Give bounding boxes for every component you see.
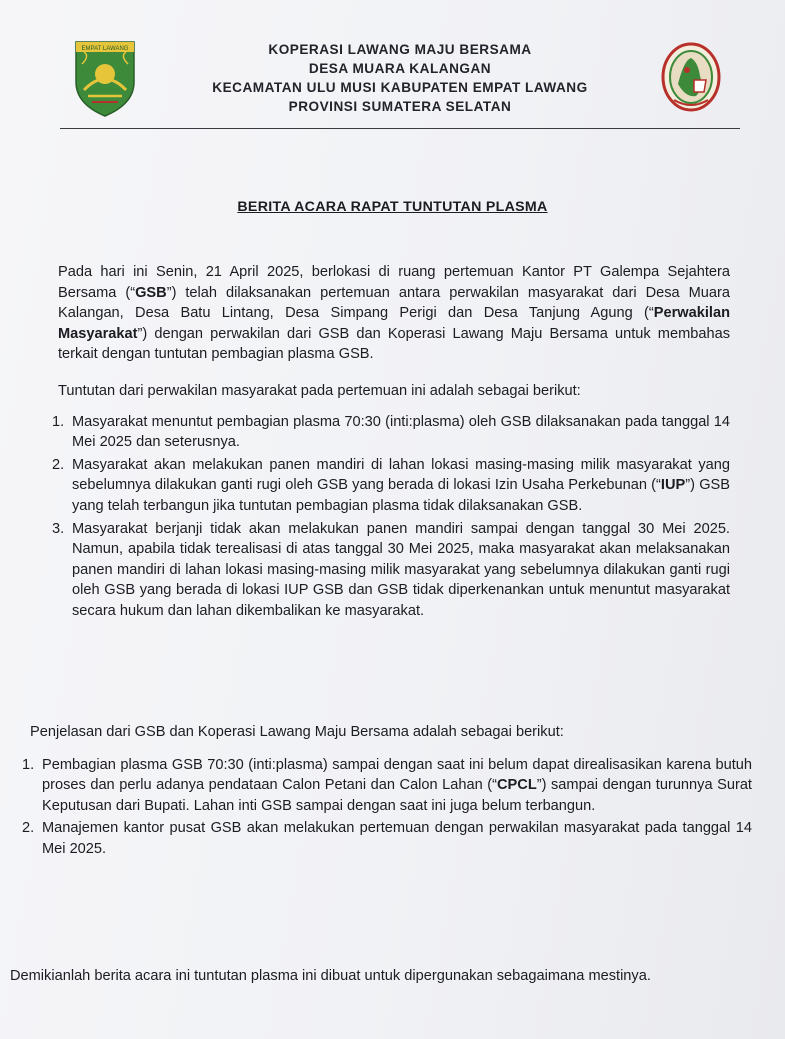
explanation-section	[22, 722, 752, 862]
closing-paragraph: Demikianlah berita acara ini tuntutan plasma ini dibuat untuk dipergunakan sebagaimana mestinya.	[10, 968, 651, 984]
letterhead-divider	[60, 128, 740, 129]
list-item-text: Masyarakat menuntut pembagian plasma 70:30 (inti:plasma) oleh GSB dilaksanakan pada tanggal 14 Mei 2025 dan seterusnya.	[72, 413, 730, 451]
document-title: BERITA ACARA RAPAT TUNTUTAN PLASMA	[237, 199, 548, 215]
explanations-list	[22, 755, 752, 860]
letterhead-line-2: DESA MUARA KALANGAN	[308, 61, 492, 76]
list-number: 3.	[52, 520, 65, 537]
empat-lawang-logo	[70, 38, 140, 118]
list-item-text: ”) sampai dengan turunnya Surat Keputusan dari Bupati. Lahan inti GSB sampai dengan saat ini juga belum terbangun.	[42, 777, 752, 814]
explanation-intro: Penjelasan dari GSB dan Koperasi Lawang Maju Bersama adalah sebagai berikut:	[30, 724, 564, 740]
list-number: 2.	[22, 820, 35, 837]
list-number: 1.	[22, 756, 35, 773]
logo-banner-text: EMPAT LAWANG	[81, 46, 129, 52]
koperasi-logo	[660, 40, 722, 114]
perwakilan-term: Perwakilan Masyarakat	[58, 305, 730, 342]
document-body	[52, 262, 731, 624]
opening-text-1: Pada hari ini Senin, 21 April 2025, berlokasi di ruang pertemuan Kantor PT Galempa Sejahtera Bersama (“	[58, 264, 730, 301]
list-item-text: Masyarakat berjanji tidak akan melakukan panen mandiri sampai dengan tanggal 30 Mei 2025. Namun, apabila tidak terealisasi di atas tanggal 30 Mei 2025, maka masyarakat akan melaksanakan panen mandiri di lahan lokasi masing-masing milik masyarakat yang sebelumnya dilakukan ganti rugi oleh GSB yang berada di lokasi IUP GSB dan GSB tidak diperkenankan untuk menuntut masyarakat secara hukum dan lahan dikembalikan ke masyarakat.	[72, 520, 730, 619]
list-item	[22, 818, 752, 859]
list-item-text: ”) GSB yang telah terbangun jika tuntutan pembagian plasma tidak dilaksanakan GSB.	[72, 477, 731, 514]
list-item-text: Manajemen kantor pusat GSB akan melakukan pertemuan dengan perwakilan masyarakat pada tanggal 14 Mei 2025.	[42, 820, 752, 857]
letterhead-line-3: KECAMATAN ULU MUSI KABUPATEN EMPAT LAWANG	[212, 80, 588, 95]
list-item-text: Masyarakat akan melakukan panen mandiri di lahan lokasi masing-masing milik masyarakat yang sebelumnya dilakukan ganti rugi oleh GSB yang berada di lokasi Izin Usaha Perkebunan (“	[72, 456, 730, 494]
list-number: 1.	[52, 413, 65, 430]
letterhead-line-1: KOPERASI LAWANG MAJU BERSAMA	[268, 42, 532, 57]
list-item	[22, 755, 752, 817]
opening-paragraph	[58, 262, 730, 365]
list-item	[52, 412, 730, 453]
list-item	[52, 455, 731, 517]
opening-text-2: ”) telah dilaksanakan pertemuan antara perwakilan masyarakat dari Desa Muara Kalangan, Desa Batu Lintang, Desa Simpang Perigi dan Desa Tanjung Agung (“	[58, 284, 730, 322]
demands-intro: Tuntutan dari perwakilan masyarakat pada pertemuan ini adalah sebagai berikut:	[58, 382, 581, 399]
gsb-term: GSB	[135, 284, 167, 301]
cpcl-term: CPCL	[497, 777, 537, 794]
list-item	[52, 519, 730, 622]
list-number: 2.	[52, 456, 65, 473]
letterhead-line-4: PROVINSI SUMATERA SELATAN	[288, 99, 512, 114]
opening-text-3: ”) dengan perwakilan dari GSB dan Koperasi Lawang Maju Bersama untuk membahas terkait dengan tuntutan pembagian plasma GSB.	[58, 325, 730, 363]
letterhead	[150, 40, 650, 116]
demands-list	[52, 412, 731, 622]
iup-term: IUP	[660, 477, 686, 494]
list-item-text: Pembagian plasma GSB 70:30 (inti:plasma) sampai dengan saat ini belum dapat direalisasikan karena butuh proses dan perlu adanya pendataan Calon Petani dan Calon Lahan (“	[42, 756, 752, 794]
